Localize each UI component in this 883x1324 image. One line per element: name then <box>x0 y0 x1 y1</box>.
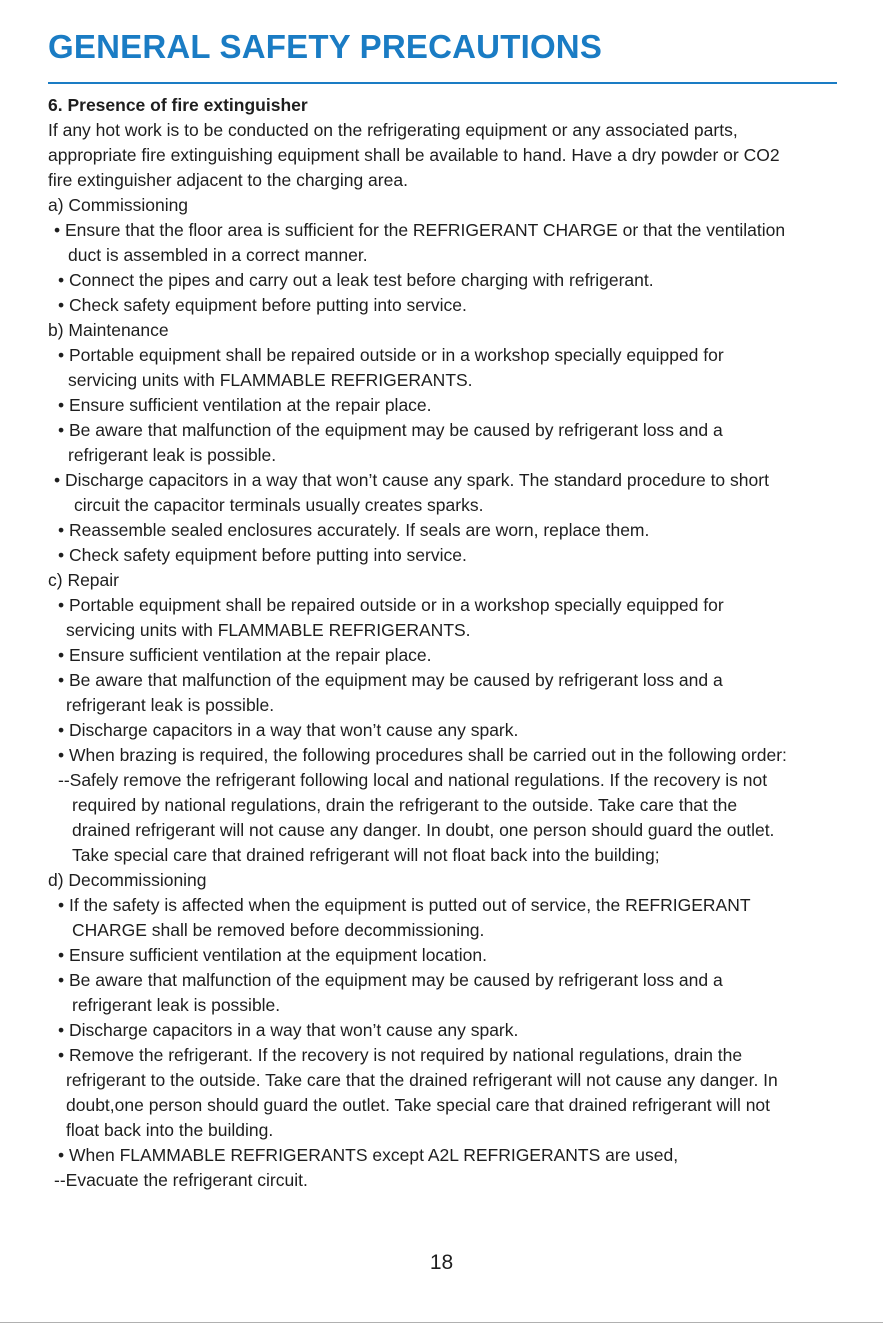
text-line: float back into the building. <box>66 1120 274 1140</box>
text-line: • Remove the refrigerant. If the recovery is not required by national regulations, drain the <box>58 1045 743 1065</box>
text-line: • Ensure sufficient ventilation at the equipment location. <box>58 945 487 965</box>
text-line: fire extinguisher adjacent to the charging area. <box>48 170 408 190</box>
bottom-divider <box>0 1322 883 1323</box>
section-heading: 6. Presence of fire extinguisher <box>48 95 308 115</box>
text-line: • Be aware that malfunction of the equipment may be caused by refrigerant loss and a <box>58 670 723 690</box>
text-line: • Ensure that the floor area is sufficient for the REFRIGERANT CHARGE or that the ventilation <box>54 220 786 240</box>
text-line: duct is assembled in a correct manner. <box>68 245 368 265</box>
text-line: • Portable equipment shall be repaired outside or in a workshop specially equipped for <box>58 595 724 615</box>
text-line: refrigerant to the outside. Take care that the drained refrigerant will not cause any danger. In <box>66 1070 778 1090</box>
text-line: --Evacuate the refrigerant circuit. <box>54 1170 308 1190</box>
text-line: • Discharge capacitors in a way that won’t cause any spark. The standard procedure to short <box>54 470 769 490</box>
text-line: • When brazing is required, the following procedures shall be carried out in the following order: <box>58 745 787 765</box>
text-line: • Discharge capacitors in a way that won’t cause any spark. <box>58 720 519 740</box>
text-line: • Check safety equipment before putting into service. <box>58 295 467 315</box>
text-line: If any hot work is to be conducted on the refrigerating equipment or any associated parts, <box>48 120 738 140</box>
text-line: doubt,one person should guard the outlet. Take special care that drained refrigerant will not <box>66 1095 771 1115</box>
page-title: GENERAL SAFETY PRECAUTIONS <box>48 28 603 65</box>
text-line: servicing units with FLAMMABLE REFRIGERANTS. <box>66 620 471 640</box>
text-line: • Ensure sufficient ventilation at the repair place. <box>58 645 432 665</box>
text-line: • When FLAMMABLE REFRIGERANTS except A2L REFRIGERANTS are used, <box>58 1145 679 1165</box>
text-line: • Connect the pipes and carry out a leak test before charging with refrigerant. <box>58 270 654 290</box>
text-line: • If the safety is affected when the equipment is putted out of service, the REFRIGERANT <box>58 895 751 915</box>
text-line: servicing units with FLAMMABLE REFRIGERANTS. <box>68 370 473 390</box>
text-line: b) Maintenance <box>48 320 169 340</box>
text-line: • Discharge capacitors in a way that won’t cause any spark. <box>58 1020 519 1040</box>
text-line: appropriate fire extinguishing equipment shall be available to hand. Have a dry powder or CO2 <box>48 145 780 165</box>
title-divider <box>48 82 837 84</box>
text-line: Take special care that drained refrigerant will not float back into the building; <box>72 845 660 865</box>
document-body <box>48 93 848 1193</box>
text-line: c) Repair <box>48 570 119 590</box>
text-line: CHARGE shall be removed before decommissioning. <box>72 920 485 940</box>
page-number: 18 <box>429 1251 454 1274</box>
text-line: • Ensure sufficient ventilation at the repair place. <box>58 395 432 415</box>
text-line: refrigerant leak is possible. <box>68 445 277 465</box>
text-line: circuit the capacitor terminals usually creates sparks. <box>74 495 484 515</box>
text-line: • Be aware that malfunction of the equipment may be caused by refrigerant loss and a <box>58 420 723 440</box>
text-line: refrigerant leak is possible. <box>72 995 281 1015</box>
text-line: a) Commissioning <box>48 195 189 215</box>
text-line: --Safely remove the refrigerant following local and national regulations. If the recovery is not <box>58 770 768 790</box>
text-line: d) Decommissioning <box>48 870 207 890</box>
text-line: • Be aware that malfunction of the equipment may be caused by refrigerant loss and a <box>58 970 723 990</box>
text-line: refrigerant leak is possible. <box>66 695 275 715</box>
text-line: • Reassemble sealed enclosures accurately. If seals are worn, replace them. <box>58 520 650 540</box>
text-line: • Portable equipment shall be repaired outside or in a workshop specially equipped for <box>58 345 724 365</box>
text-line: • Check safety equipment before putting into service. <box>58 545 467 565</box>
text-line: required by national regulations, drain the refrigerant to the outside. Take care that the <box>72 795 738 815</box>
text-line: drained refrigerant will not cause any danger. In doubt, one person should guard the outlet. <box>72 820 775 840</box>
